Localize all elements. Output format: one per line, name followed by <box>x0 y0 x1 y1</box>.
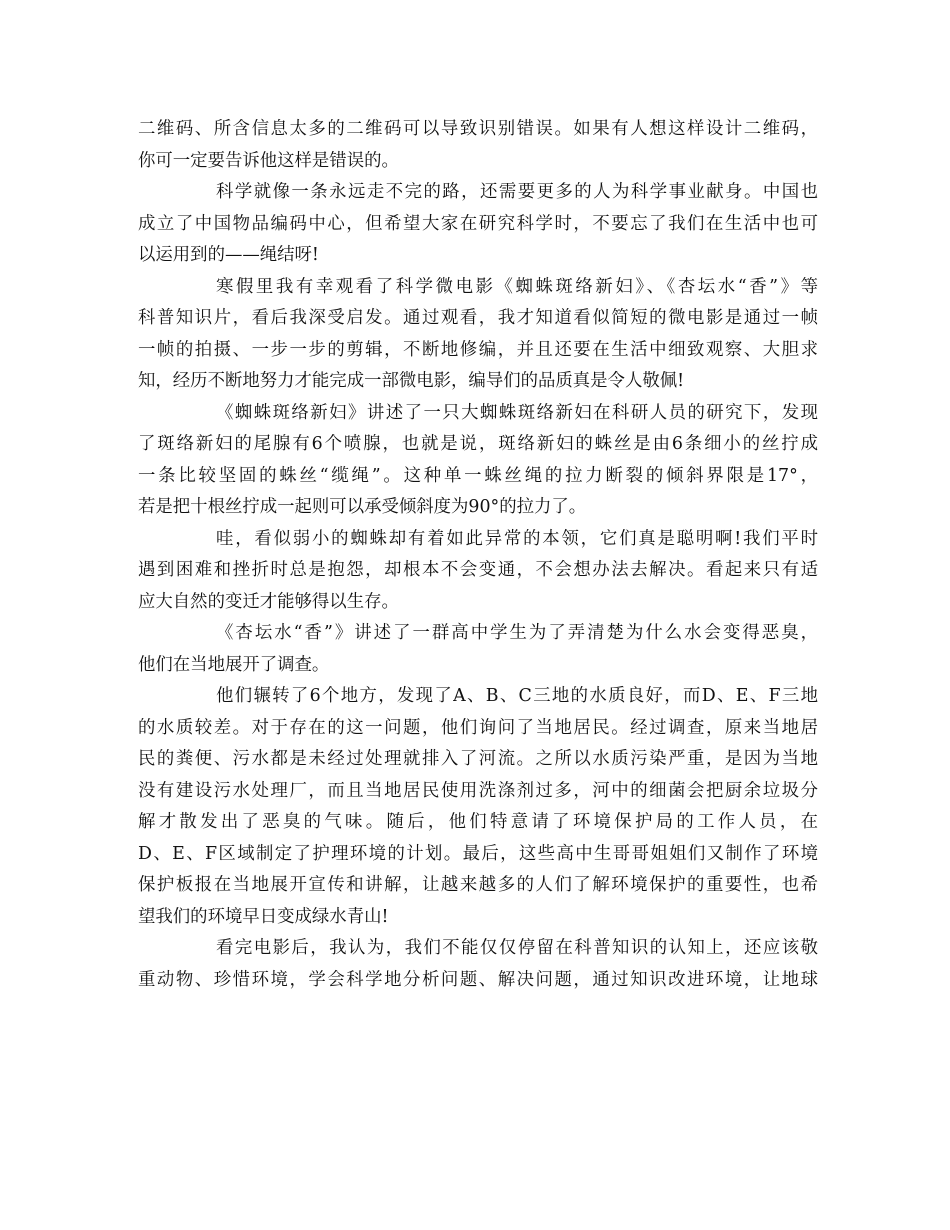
text-line: 《杏坛水“香”》讲述了一群高中学生为了弄清楚为什么水会变得恶臭， <box>216 623 818 643</box>
text-line: 了斑络新妇的尾腺有6个喷腺，也就是说，斑络新妇的蛛丝是由6条细小的丝拧成 <box>138 434 818 454</box>
text-line: 科学就像一条永远走不完的路，还需要更多的人为科学事业献身。中国也 <box>216 182 818 202</box>
text-line: 遇到困难和挫折时总是抱怨，却根本不会变通，不会想办法去解决。看起来只有适 <box>138 560 818 580</box>
text-line: 望我们的环境早日变成绿水青山! <box>138 906 389 927</box>
text-line: 科普知识片，看后我深受启发。通过观看，我才知道看似简短的微电影是通过一帧 <box>138 308 818 328</box>
text-line: 民的粪便、污水都是未经过处理就排入了河流。之所以水质污染严重，是因为当地 <box>138 749 818 769</box>
text-line: 你可一定要告诉他这样是错误的。 <box>138 150 399 171</box>
text-line: 成立了中国物品编码中心，但希望大家在研究科学时，不要忘了我们在生活中也可 <box>138 213 818 234</box>
text-line: 知，经历不断地努力才能完成一部微电影，编导们的品质真是令人敬佩! <box>138 371 685 391</box>
text-line: 寒假里我有幸观看了科学微电影《蜘蛛斑络新妇》、《杏坛水“香”》等 <box>216 276 818 297</box>
text-line: 他们在当地展开了调查。 <box>138 654 330 675</box>
text-line: 没有建设污水处理厂，而且当地居民使用洗涤剂过多，河中的细菌会把厨余垃圾分 <box>138 780 818 801</box>
text-line: D、E、F区域制定了护理环境的计划。最后，这些高中生哥哥姐姐们又制作了环境 <box>138 843 818 864</box>
text-line: 若是把十根丝拧成一起则可以承受倾斜度为90°的拉力了。 <box>138 497 587 517</box>
text-line: 的水质较差。对于存在的这一问题，他们询问了当地居民。经过调查，原来当地居 <box>138 717 818 738</box>
text-line: 《蜘蛛斑络新妇》讲述了一只大蜘蛛斑络新妇在科研人员的研究下，发现 <box>216 402 818 423</box>
text-line: 解才散发出了恶臭的气味。随后，他们特意请了环境保护局的工作人员，在 <box>138 812 818 832</box>
text-line: 看完电影后，我认为，我们不能仅仅停留在科普知识的认知上，还应该敬 <box>216 938 818 958</box>
text-line: 重动物、珍惜环境，学会科学地分析问题、解决问题，通过知识改进环境，让地球 <box>138 969 818 990</box>
text-line: 一帧的拍摄、一步一步的剪辑，不断地修编，并且还要在生活中细致观察、大胆求 <box>138 339 818 360</box>
text-line: 二维码、所含信息太多的二维码可以导致识别错误。如果有人想这样设计二维码， <box>138 119 818 139</box>
document-body <box>138 114 818 996</box>
text-line: 保护板报在当地展开宣传和讲解，让越来越多的人们了解环境保护的重要性，也希 <box>138 875 818 895</box>
text-line: 以运用到的——绳结呀! <box>138 245 319 265</box>
text-line: 一条比较坚固的蛛丝“缆绳”。这种单一蛛丝绳的拉力断裂的倾斜界限是17°， <box>138 465 818 486</box>
text-line: 应大自然的变迁才能够得以生存。 <box>138 591 399 612</box>
text-line: 哇，看似弱小的蜘蛛却有着如此异常的本领，它们真是聪明啊!我们平时 <box>216 528 818 549</box>
text-line: 他们辗转了6个地方，发现了A、B、C三地的水质良好，而D、E、F三地 <box>216 686 818 706</box>
